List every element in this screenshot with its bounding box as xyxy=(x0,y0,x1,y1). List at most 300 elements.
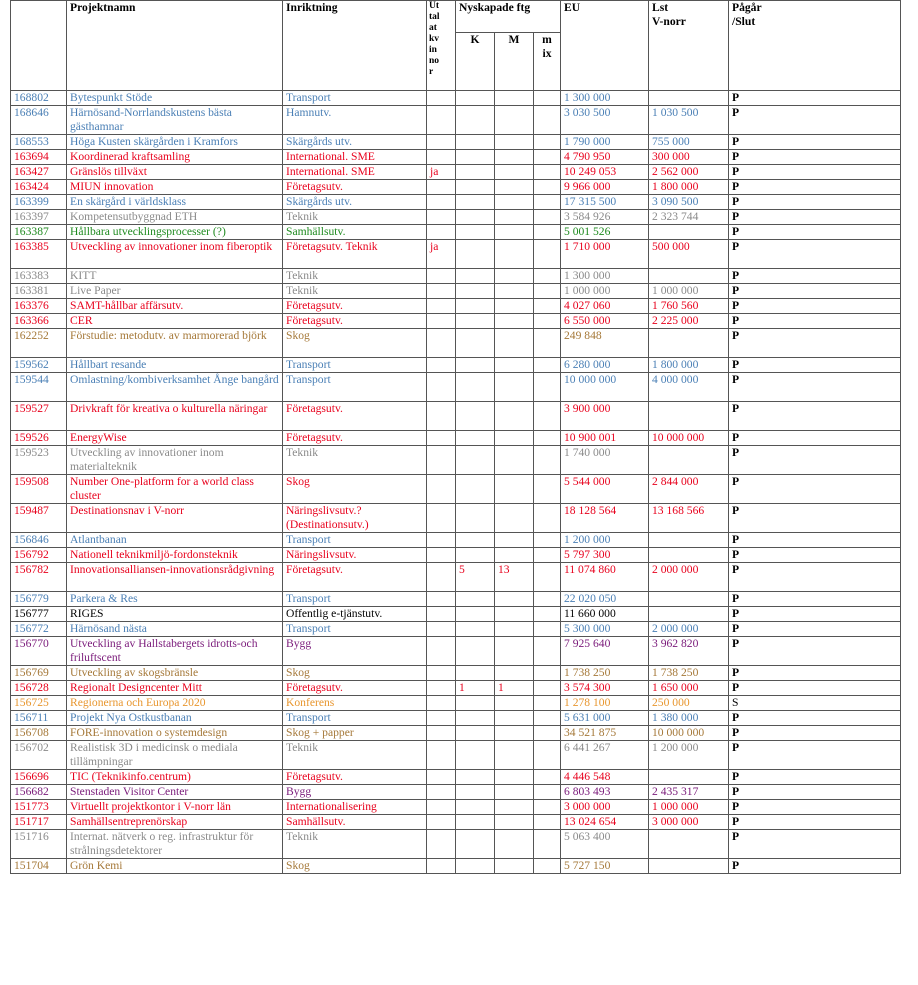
row-id-cell: 163397 xyxy=(11,210,67,225)
row-name-cell: FORE-innovation o systemdesign xyxy=(67,726,283,741)
row-inriktning-cell: Skärgårds utv. xyxy=(283,135,427,150)
row-k-cell xyxy=(456,165,495,180)
row-eu-cell: 10 900 001 xyxy=(561,431,649,446)
row-inriktning-cell: Bygg xyxy=(283,637,427,666)
row-name-cell: Parkera & Res xyxy=(67,592,283,607)
row-id-cell: 156728 xyxy=(11,681,67,696)
row-utvald-cell xyxy=(427,815,456,830)
table-row xyxy=(11,711,901,726)
row-utvald-cell xyxy=(427,225,456,240)
table-row xyxy=(11,402,901,431)
row-k-cell xyxy=(456,358,495,373)
row-status-cell: P xyxy=(729,770,901,785)
row-lst-cell: 2 323 744 xyxy=(649,210,729,225)
row-name-cell: Regionalt Designcenter Mitt xyxy=(67,681,283,696)
row-utvald-cell xyxy=(427,269,456,284)
row-name-cell: Destinationsnav i V-norr xyxy=(67,504,283,533)
row-eu-cell: 17 315 500 xyxy=(561,195,649,210)
row-m-cell xyxy=(495,106,534,135)
row-status-cell: P xyxy=(729,402,901,431)
row-m-cell xyxy=(495,329,534,358)
row-inriktning-cell: Företagsutv. xyxy=(283,314,427,329)
row-k-cell xyxy=(456,830,495,859)
row-eu-cell: 6 803 493 xyxy=(561,785,649,800)
row-status-cell: P xyxy=(729,284,901,299)
row-k-cell xyxy=(456,431,495,446)
table-row xyxy=(11,741,901,770)
row-status-cell: P xyxy=(729,225,901,240)
row-id-cell: 168802 xyxy=(11,91,67,106)
row-eu-cell: 1 740 000 xyxy=(561,446,649,475)
table-row xyxy=(11,329,901,358)
row-mix-cell xyxy=(534,446,561,475)
row-eu-cell: 5 544 000 xyxy=(561,475,649,504)
row-id-cell: 168646 xyxy=(11,106,67,135)
row-utvald-cell xyxy=(427,329,456,358)
row-inriktning-cell: Samhällsutv. xyxy=(283,225,427,240)
row-status-cell: P xyxy=(729,548,901,563)
row-m-cell xyxy=(495,859,534,874)
row-lst-cell: 1 000 000 xyxy=(649,284,729,299)
row-m-cell xyxy=(495,150,534,165)
row-lst-cell: 2 435 317 xyxy=(649,785,729,800)
row-utvald-cell xyxy=(427,150,456,165)
row-m-cell: 13 xyxy=(495,563,534,592)
row-mix-cell xyxy=(534,607,561,622)
row-inriktning-cell: Näringslivsutv.? (Destinationsutv.) xyxy=(283,504,427,533)
row-m-cell xyxy=(495,446,534,475)
row-k-cell xyxy=(456,504,495,533)
table-row xyxy=(11,592,901,607)
header-inriktning: Inriktning xyxy=(283,1,427,91)
row-id-cell: 151716 xyxy=(11,830,67,859)
row-name-cell: Regionerna och Europa 2020 xyxy=(67,696,283,711)
table-row xyxy=(11,446,901,475)
table-row xyxy=(11,815,901,830)
row-id-cell: 156682 xyxy=(11,785,67,800)
row-inriktning-cell: Teknik xyxy=(283,269,427,284)
row-k-cell xyxy=(456,373,495,402)
row-utvald-cell xyxy=(427,402,456,431)
row-k-cell xyxy=(456,446,495,475)
row-lst-cell xyxy=(649,548,729,563)
row-inriktning-cell: Teknik xyxy=(283,210,427,225)
row-lst-cell: 2 000 000 xyxy=(649,563,729,592)
header-mix: m ix xyxy=(534,33,561,91)
row-m-cell xyxy=(495,726,534,741)
row-id-cell: 156696 xyxy=(11,770,67,785)
row-k-cell xyxy=(456,314,495,329)
row-id-cell: 168553 xyxy=(11,135,67,150)
row-utvald-cell xyxy=(427,711,456,726)
row-lst-cell xyxy=(649,329,729,358)
row-utvald-cell xyxy=(427,475,456,504)
row-m-cell xyxy=(495,622,534,637)
row-inriktning-cell: Företagsutv. xyxy=(283,681,427,696)
row-id-cell: 156770 xyxy=(11,637,67,666)
row-id-cell: 156792 xyxy=(11,548,67,563)
row-mix-cell xyxy=(534,548,561,563)
table-row xyxy=(11,666,901,681)
row-m-cell xyxy=(495,135,534,150)
row-name-cell: Gränslös tillväxt xyxy=(67,165,283,180)
row-eu-cell: 1 300 000 xyxy=(561,269,649,284)
row-utvald-cell xyxy=(427,180,456,195)
row-name-cell: Innovationsalliansen-innovationsrådgivning xyxy=(67,563,283,592)
row-id-cell: 163424 xyxy=(11,180,67,195)
row-utvald-cell xyxy=(427,299,456,314)
row-inriktning-cell: Transport xyxy=(283,358,427,373)
row-inriktning-cell: Transport xyxy=(283,533,427,548)
row-m-cell xyxy=(495,91,534,106)
row-utvald-cell xyxy=(427,592,456,607)
table-row xyxy=(11,135,901,150)
row-name-cell: Utveckling av Hallstabergets idrotts-och friluftscent xyxy=(67,637,283,666)
row-id-cell: 162252 xyxy=(11,329,67,358)
row-utvald-cell xyxy=(427,431,456,446)
row-status-cell: P xyxy=(729,741,901,770)
row-lst-cell xyxy=(649,269,729,284)
header-utvald: Ut tal at kv in no r xyxy=(427,1,456,91)
row-inriktning-cell: International. SME xyxy=(283,165,427,180)
row-m-cell xyxy=(495,741,534,770)
row-inriktning-cell: Konferens xyxy=(283,696,427,711)
table-row xyxy=(11,91,901,106)
table-row xyxy=(11,607,901,622)
row-k-cell xyxy=(456,696,495,711)
row-k-cell: 1 xyxy=(456,681,495,696)
row-mix-cell xyxy=(534,329,561,358)
row-name-cell: Härnösand-Norrlandskustens bästa gästhamnar xyxy=(67,106,283,135)
row-lst-cell: 1 200 000 xyxy=(649,741,729,770)
row-lst-cell xyxy=(649,533,729,548)
row-lst-cell: 1 738 250 xyxy=(649,666,729,681)
table-row xyxy=(11,696,901,711)
row-status-cell: P xyxy=(729,785,901,800)
row-name-cell: RIGES xyxy=(67,607,283,622)
row-m-cell xyxy=(495,637,534,666)
row-utvald-cell xyxy=(427,135,456,150)
row-status-cell: P xyxy=(729,637,901,666)
row-lst-cell xyxy=(649,402,729,431)
row-lst-cell xyxy=(649,859,729,874)
row-mix-cell xyxy=(534,563,561,592)
row-utvald-cell xyxy=(427,770,456,785)
row-lst-cell: 3 090 500 xyxy=(649,195,729,210)
row-utvald-cell xyxy=(427,785,456,800)
row-inriktning-cell: Företagsutv. xyxy=(283,299,427,314)
row-id-cell: 159544 xyxy=(11,373,67,402)
row-name-cell: MIUN innovation xyxy=(67,180,283,195)
table-row xyxy=(11,195,901,210)
row-mix-cell xyxy=(534,150,561,165)
row-m-cell xyxy=(495,666,534,681)
row-status-cell: P xyxy=(729,859,901,874)
row-k-cell xyxy=(456,135,495,150)
row-eu-cell: 5 631 000 xyxy=(561,711,649,726)
table-row xyxy=(11,210,901,225)
table-row xyxy=(11,269,901,284)
row-id-cell: 163381 xyxy=(11,284,67,299)
row-status-cell: P xyxy=(729,180,901,195)
row-eu-cell: 18 128 564 xyxy=(561,504,649,533)
row-lst-cell: 1 650 000 xyxy=(649,681,729,696)
row-lst-cell: 1 030 500 xyxy=(649,106,729,135)
row-m-cell xyxy=(495,785,534,800)
table-row xyxy=(11,358,901,373)
row-status-cell: P xyxy=(729,91,901,106)
row-inriktning-cell: Transport xyxy=(283,711,427,726)
row-name-cell: Hållbara utvecklingsprocesser (?) xyxy=(67,225,283,240)
row-k-cell xyxy=(456,106,495,135)
row-id-cell: 163387 xyxy=(11,225,67,240)
row-eu-cell: 3 584 926 xyxy=(561,210,649,225)
row-utvald-cell xyxy=(427,800,456,815)
table-row xyxy=(11,563,901,592)
table-row xyxy=(11,770,901,785)
row-k-cell xyxy=(456,533,495,548)
row-m-cell xyxy=(495,314,534,329)
row-id-cell: 156846 xyxy=(11,533,67,548)
row-mix-cell xyxy=(534,800,561,815)
row-m-cell xyxy=(495,195,534,210)
row-name-cell: Bytespunkt Stöde xyxy=(67,91,283,106)
row-utvald-cell xyxy=(427,548,456,563)
row-name-cell: Kompetensutbyggnad ETH xyxy=(67,210,283,225)
row-lst-cell xyxy=(649,770,729,785)
row-utvald-cell xyxy=(427,563,456,592)
row-utvald-cell xyxy=(427,504,456,533)
row-inriktning-cell: Transport xyxy=(283,91,427,106)
table-row xyxy=(11,681,901,696)
row-status-cell: P xyxy=(729,592,901,607)
row-name-cell: Utveckling av skogsbränsle xyxy=(67,666,283,681)
row-eu-cell: 5 001 526 xyxy=(561,225,649,240)
table-row xyxy=(11,800,901,815)
row-status-cell: P xyxy=(729,135,901,150)
row-mix-cell xyxy=(534,475,561,504)
row-lst-cell: 2 562 000 xyxy=(649,165,729,180)
row-id-cell: 156779 xyxy=(11,592,67,607)
row-m-cell xyxy=(495,830,534,859)
row-name-cell: Förstudie: metodutv. av marmorerad björk xyxy=(67,329,283,358)
row-m-cell xyxy=(495,284,534,299)
row-name-cell: Internat. nätverk o reg. infrastruktur för strålningsdetektorer xyxy=(67,830,283,859)
row-inriktning-cell: Företagsutv. Teknik xyxy=(283,240,427,269)
row-mix-cell xyxy=(534,431,561,446)
table-row xyxy=(11,637,901,666)
row-k-cell xyxy=(456,666,495,681)
row-mix-cell xyxy=(534,284,561,299)
row-id-cell: 156782 xyxy=(11,563,67,592)
row-inriktning-cell: Skärgårds utv. xyxy=(283,195,427,210)
table-row xyxy=(11,314,901,329)
row-inriktning-cell: Transport xyxy=(283,622,427,637)
row-name-cell: Höga Kusten skärgården i Kramfors xyxy=(67,135,283,150)
row-lst-cell: 1 800 000 xyxy=(649,180,729,195)
row-mix-cell xyxy=(534,770,561,785)
row-inriktning-cell: Samhällsutv. xyxy=(283,815,427,830)
row-status-cell: S xyxy=(729,696,901,711)
row-m-cell xyxy=(495,165,534,180)
row-lst-cell xyxy=(649,607,729,622)
row-k-cell xyxy=(456,210,495,225)
row-inriktning-cell: Skog xyxy=(283,859,427,874)
row-mix-cell xyxy=(534,240,561,269)
row-id-cell: 156772 xyxy=(11,622,67,637)
row-name-cell: Live Paper xyxy=(67,284,283,299)
row-lst-cell: 3 000 000 xyxy=(649,815,729,830)
row-utvald-cell xyxy=(427,358,456,373)
table-row xyxy=(11,475,901,504)
row-lst-cell xyxy=(649,592,729,607)
row-name-cell: Härnösand nästa xyxy=(67,622,283,637)
row-mix-cell xyxy=(534,785,561,800)
row-mix-cell xyxy=(534,637,561,666)
row-k-cell xyxy=(456,225,495,240)
row-inriktning-cell: Skog + papper xyxy=(283,726,427,741)
row-mix-cell xyxy=(534,106,561,135)
row-status-cell: P xyxy=(729,165,901,180)
row-m-cell xyxy=(495,180,534,195)
row-id-cell: 159508 xyxy=(11,475,67,504)
row-eu-cell: 11 660 000 xyxy=(561,607,649,622)
row-k-cell xyxy=(456,859,495,874)
row-status-cell: P xyxy=(729,711,901,726)
row-status-cell: P xyxy=(729,299,901,314)
table-row xyxy=(11,240,901,269)
row-name-cell: Koordinerad kraftsamling xyxy=(67,150,283,165)
row-inriktning-cell: Företagsutv. xyxy=(283,770,427,785)
row-inriktning-cell: Skog xyxy=(283,329,427,358)
row-m-cell xyxy=(495,504,534,533)
row-utvald-cell xyxy=(427,373,456,402)
header-k: K xyxy=(456,33,495,91)
row-k-cell xyxy=(456,91,495,106)
row-mix-cell xyxy=(534,711,561,726)
row-m-cell: 1 xyxy=(495,681,534,696)
row-m-cell xyxy=(495,607,534,622)
row-name-cell: En skärgård i världsklass xyxy=(67,195,283,210)
row-inriktning-cell: Företagsutv. xyxy=(283,180,427,195)
row-status-cell: P xyxy=(729,431,901,446)
row-mix-cell xyxy=(534,225,561,240)
row-id-cell: 156711 xyxy=(11,711,67,726)
row-eu-cell: 7 925 640 xyxy=(561,637,649,666)
row-m-cell xyxy=(495,711,534,726)
row-id-cell: 156708 xyxy=(11,726,67,741)
row-k-cell xyxy=(456,240,495,269)
row-utvald-cell xyxy=(427,622,456,637)
row-m-cell xyxy=(495,240,534,269)
row-utvald-cell xyxy=(427,830,456,859)
row-inriktning-cell: Teknik xyxy=(283,284,427,299)
row-k-cell xyxy=(456,195,495,210)
row-status-cell: P xyxy=(729,210,901,225)
row-eu-cell: 5 727 150 xyxy=(561,859,649,874)
row-m-cell xyxy=(495,696,534,711)
row-lst-cell xyxy=(649,830,729,859)
row-inriktning-cell: Teknik xyxy=(283,446,427,475)
row-m-cell xyxy=(495,299,534,314)
row-utvald-cell xyxy=(427,741,456,770)
row-utvald-cell: ja xyxy=(427,240,456,269)
table-row xyxy=(11,431,901,446)
row-eu-cell: 1 300 000 xyxy=(561,91,649,106)
row-eu-cell: 5 300 000 xyxy=(561,622,649,637)
row-eu-cell: 22 020 050 xyxy=(561,592,649,607)
row-id-cell: 151704 xyxy=(11,859,67,874)
row-utvald-cell xyxy=(427,696,456,711)
row-status-cell: P xyxy=(729,800,901,815)
row-name-cell: Atlantbanan xyxy=(67,533,283,548)
row-mix-cell xyxy=(534,859,561,874)
row-lst-cell: 13 168 566 xyxy=(649,504,729,533)
row-mix-cell xyxy=(534,402,561,431)
header-id xyxy=(11,1,67,91)
row-mix-cell xyxy=(534,358,561,373)
table-row xyxy=(11,373,901,402)
row-inriktning-cell: Hamnutv. xyxy=(283,106,427,135)
row-m-cell xyxy=(495,402,534,431)
row-k-cell xyxy=(456,329,495,358)
row-k-cell xyxy=(456,622,495,637)
row-utvald-cell xyxy=(427,607,456,622)
table-row xyxy=(11,830,901,859)
row-status-cell: P xyxy=(729,373,901,402)
table-row xyxy=(11,299,901,314)
row-status-cell: P xyxy=(729,195,901,210)
row-mix-cell xyxy=(534,299,561,314)
row-mix-cell xyxy=(534,180,561,195)
row-k-cell xyxy=(456,711,495,726)
row-m-cell xyxy=(495,770,534,785)
row-m-cell xyxy=(495,269,534,284)
row-m-cell xyxy=(495,475,534,504)
row-name-cell: Utveckling av innovationer inom materialteknik xyxy=(67,446,283,475)
row-status-cell: P xyxy=(729,815,901,830)
row-name-cell: Number One-platform for a world class cluster xyxy=(67,475,283,504)
row-name-cell: Projekt Nya Ostkustbanan xyxy=(67,711,283,726)
row-inriktning-cell: Företagsutv. xyxy=(283,431,427,446)
row-inriktning-cell: Internationalisering xyxy=(283,800,427,815)
row-id-cell: 163427 xyxy=(11,165,67,180)
row-k-cell xyxy=(456,269,495,284)
table-row xyxy=(11,785,901,800)
row-k-cell xyxy=(456,592,495,607)
row-status-cell: P xyxy=(729,358,901,373)
row-inriktning-cell: Företagsutv. xyxy=(283,402,427,431)
row-m-cell xyxy=(495,800,534,815)
row-lst-cell xyxy=(649,446,729,475)
row-mix-cell xyxy=(534,830,561,859)
row-status-cell: P xyxy=(729,475,901,504)
row-eu-cell: 249 848 xyxy=(561,329,649,358)
row-mix-cell xyxy=(534,696,561,711)
row-inriktning-cell: Skog xyxy=(283,475,427,504)
row-id-cell: 163694 xyxy=(11,150,67,165)
row-utvald-cell xyxy=(427,446,456,475)
row-k-cell xyxy=(456,637,495,666)
row-name-cell: EnergyWise xyxy=(67,431,283,446)
row-name-cell: Hållbart resande xyxy=(67,358,283,373)
row-eu-cell: 1 278 100 xyxy=(561,696,649,711)
row-inriktning-cell: Transport xyxy=(283,592,427,607)
row-eu-cell: 6 441 267 xyxy=(561,741,649,770)
row-lst-cell: 1 380 000 xyxy=(649,711,729,726)
row-id-cell: 156769 xyxy=(11,666,67,681)
row-mix-cell xyxy=(534,195,561,210)
